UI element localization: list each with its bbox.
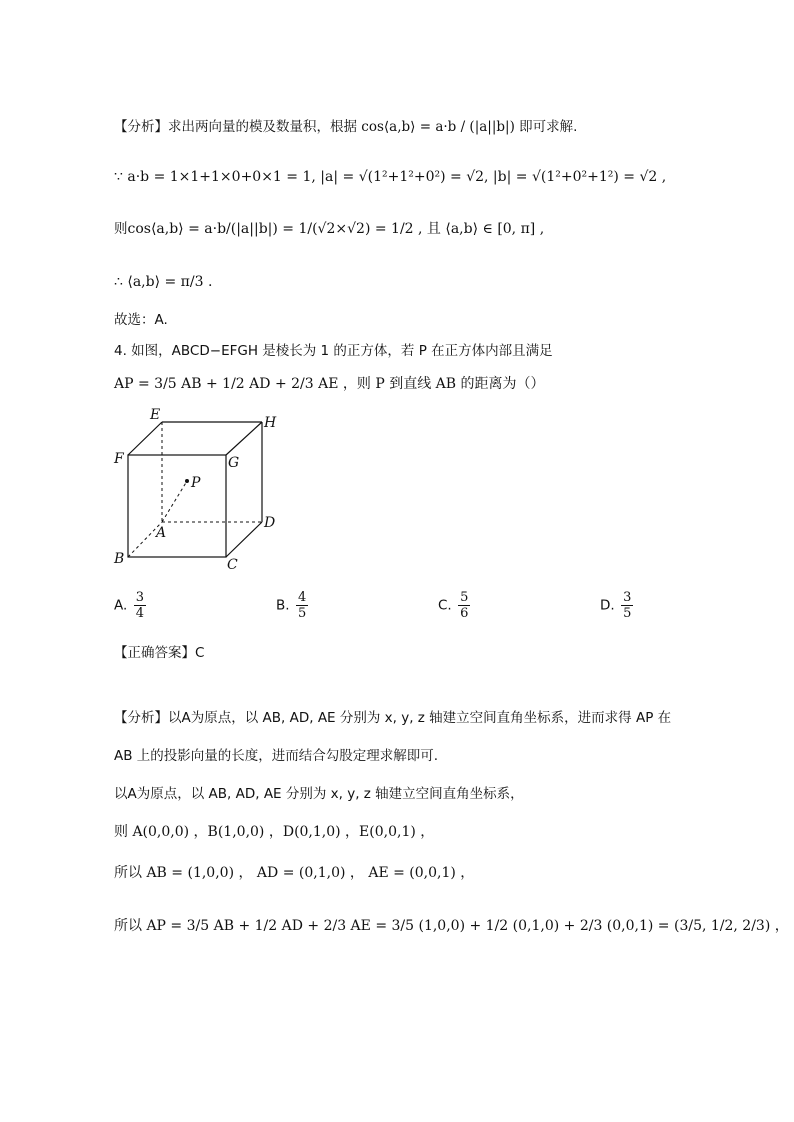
option-c[interactable]: C. $\frac{5}{6}$ [438, 590, 469, 621]
option-d[interactable]: D. $\frac{3}{5}$ [600, 590, 632, 621]
label-P: P [191, 475, 201, 491]
then-word: 则 [114, 221, 128, 237]
option-c-numerator: 5 [460, 590, 469, 605]
label-F: F [114, 451, 124, 467]
edge-GH [226, 422, 262, 455]
label-D: D [264, 515, 276, 531]
solution-line-1: 以A为原点，以 AB, AD, AE 分别为 x, y, z 轴建立空间直角坐标系， [114, 786, 524, 802]
option-b-numerator: 4 [298, 590, 307, 605]
cosine-calc: cos⟨a,b⟩ = a·b/(|a||b|) = 1/(√2×√2) = 1/2 , 且 ⟨a,b⟩ ∈ [0, π] , [127, 221, 545, 237]
option-d-denominator: 5 [623, 606, 632, 621]
option-a[interactable]: A. $\frac{3}{4}$ [114, 590, 145, 621]
cosine-result-line [114, 219, 544, 239]
dot-product-line: ∵ a·b = 1×1+1×0+0×1 = 1, |a| = √(1²+1²+0²) = √2, |b| = √(1²+0²+1²) = √2 , [114, 169, 667, 185]
point-P [185, 479, 189, 483]
option-a-denominator: 4 [135, 606, 145, 621]
option-c-denominator: 6 [460, 606, 469, 621]
cosine-formula: cos⟨a,b⟩ = a·b / (|a||b|) [361, 119, 515, 135]
edge-CD [226, 522, 262, 557]
analysis-line-1 [114, 117, 577, 137]
option-d-numerator: 3 [623, 590, 632, 605]
segment-AP [162, 481, 187, 522]
label-G: G [228, 455, 240, 471]
analysis-text: 求出两向量的模及数量积，根据 [168, 119, 357, 135]
analysis-tail: 即可求解. [519, 119, 578, 135]
analysis-2-text: 以A为原点，以 AB, AD, AE 分别为 x, y, z 轴建立空间直角坐标系，进而求得 AP 在 [168, 710, 672, 726]
label-E: E [150, 407, 161, 423]
option-a-numerator: 3 [135, 590, 145, 605]
cube-figure [110, 405, 290, 575]
analysis-tag: 【分析】 [114, 119, 168, 135]
angle-result-line: ∴ ⟨a,b⟩ = π/3 . [114, 274, 213, 290]
option-b[interactable]: B. $\frac{4}{5}$ [276, 590, 307, 621]
analysis-2-tag: 【分析】 [114, 710, 168, 726]
question-4-stem: 4. 如图，ABCD−EFGH 是棱长为 1 的正方体，若 P 在正方体内部且满足 [114, 343, 553, 359]
label-B: B [114, 551, 125, 567]
solution-line-4: 所以 AP = 3/5 AB + 1/2 AD + 2/3 AE = 3/5 (1,0,0) + 1/2 (0,1,0) + 2/3 (0,0,1) = (3/5, 1/2, 2/3) ， [114, 918, 789, 934]
analysis-2-line-2: AB 上的投影向量的长度，进而结合勾股定理求解即可. [114, 748, 439, 764]
solution-line-2: 则 A(0,0,0) ，B(1,0,0) ，D(0,1,0) ，E(0,0,1) ， [114, 824, 435, 840]
cube-front-face [128, 455, 226, 557]
solution-line-3: 所以 AB = (1,0,0) ， AD = (0,1,0) ， AE = (0,0,1) ， [114, 865, 475, 881]
question-4-vector-condition: AP = 3/5 AB + 1/2 AD + 2/3 AE ，则 P 到直线 AB 的距离为（） [114, 376, 545, 392]
choice-line: 故选：A. [114, 312, 168, 328]
label-A: A [156, 525, 167, 541]
label-H: H [264, 415, 277, 431]
label-C: C [227, 557, 238, 573]
correct-answer: 【正确答案】C [114, 645, 205, 661]
edge-FE [128, 422, 162, 455]
option-b-denominator: 5 [298, 606, 307, 621]
analysis-2-line-1 [114, 708, 671, 728]
